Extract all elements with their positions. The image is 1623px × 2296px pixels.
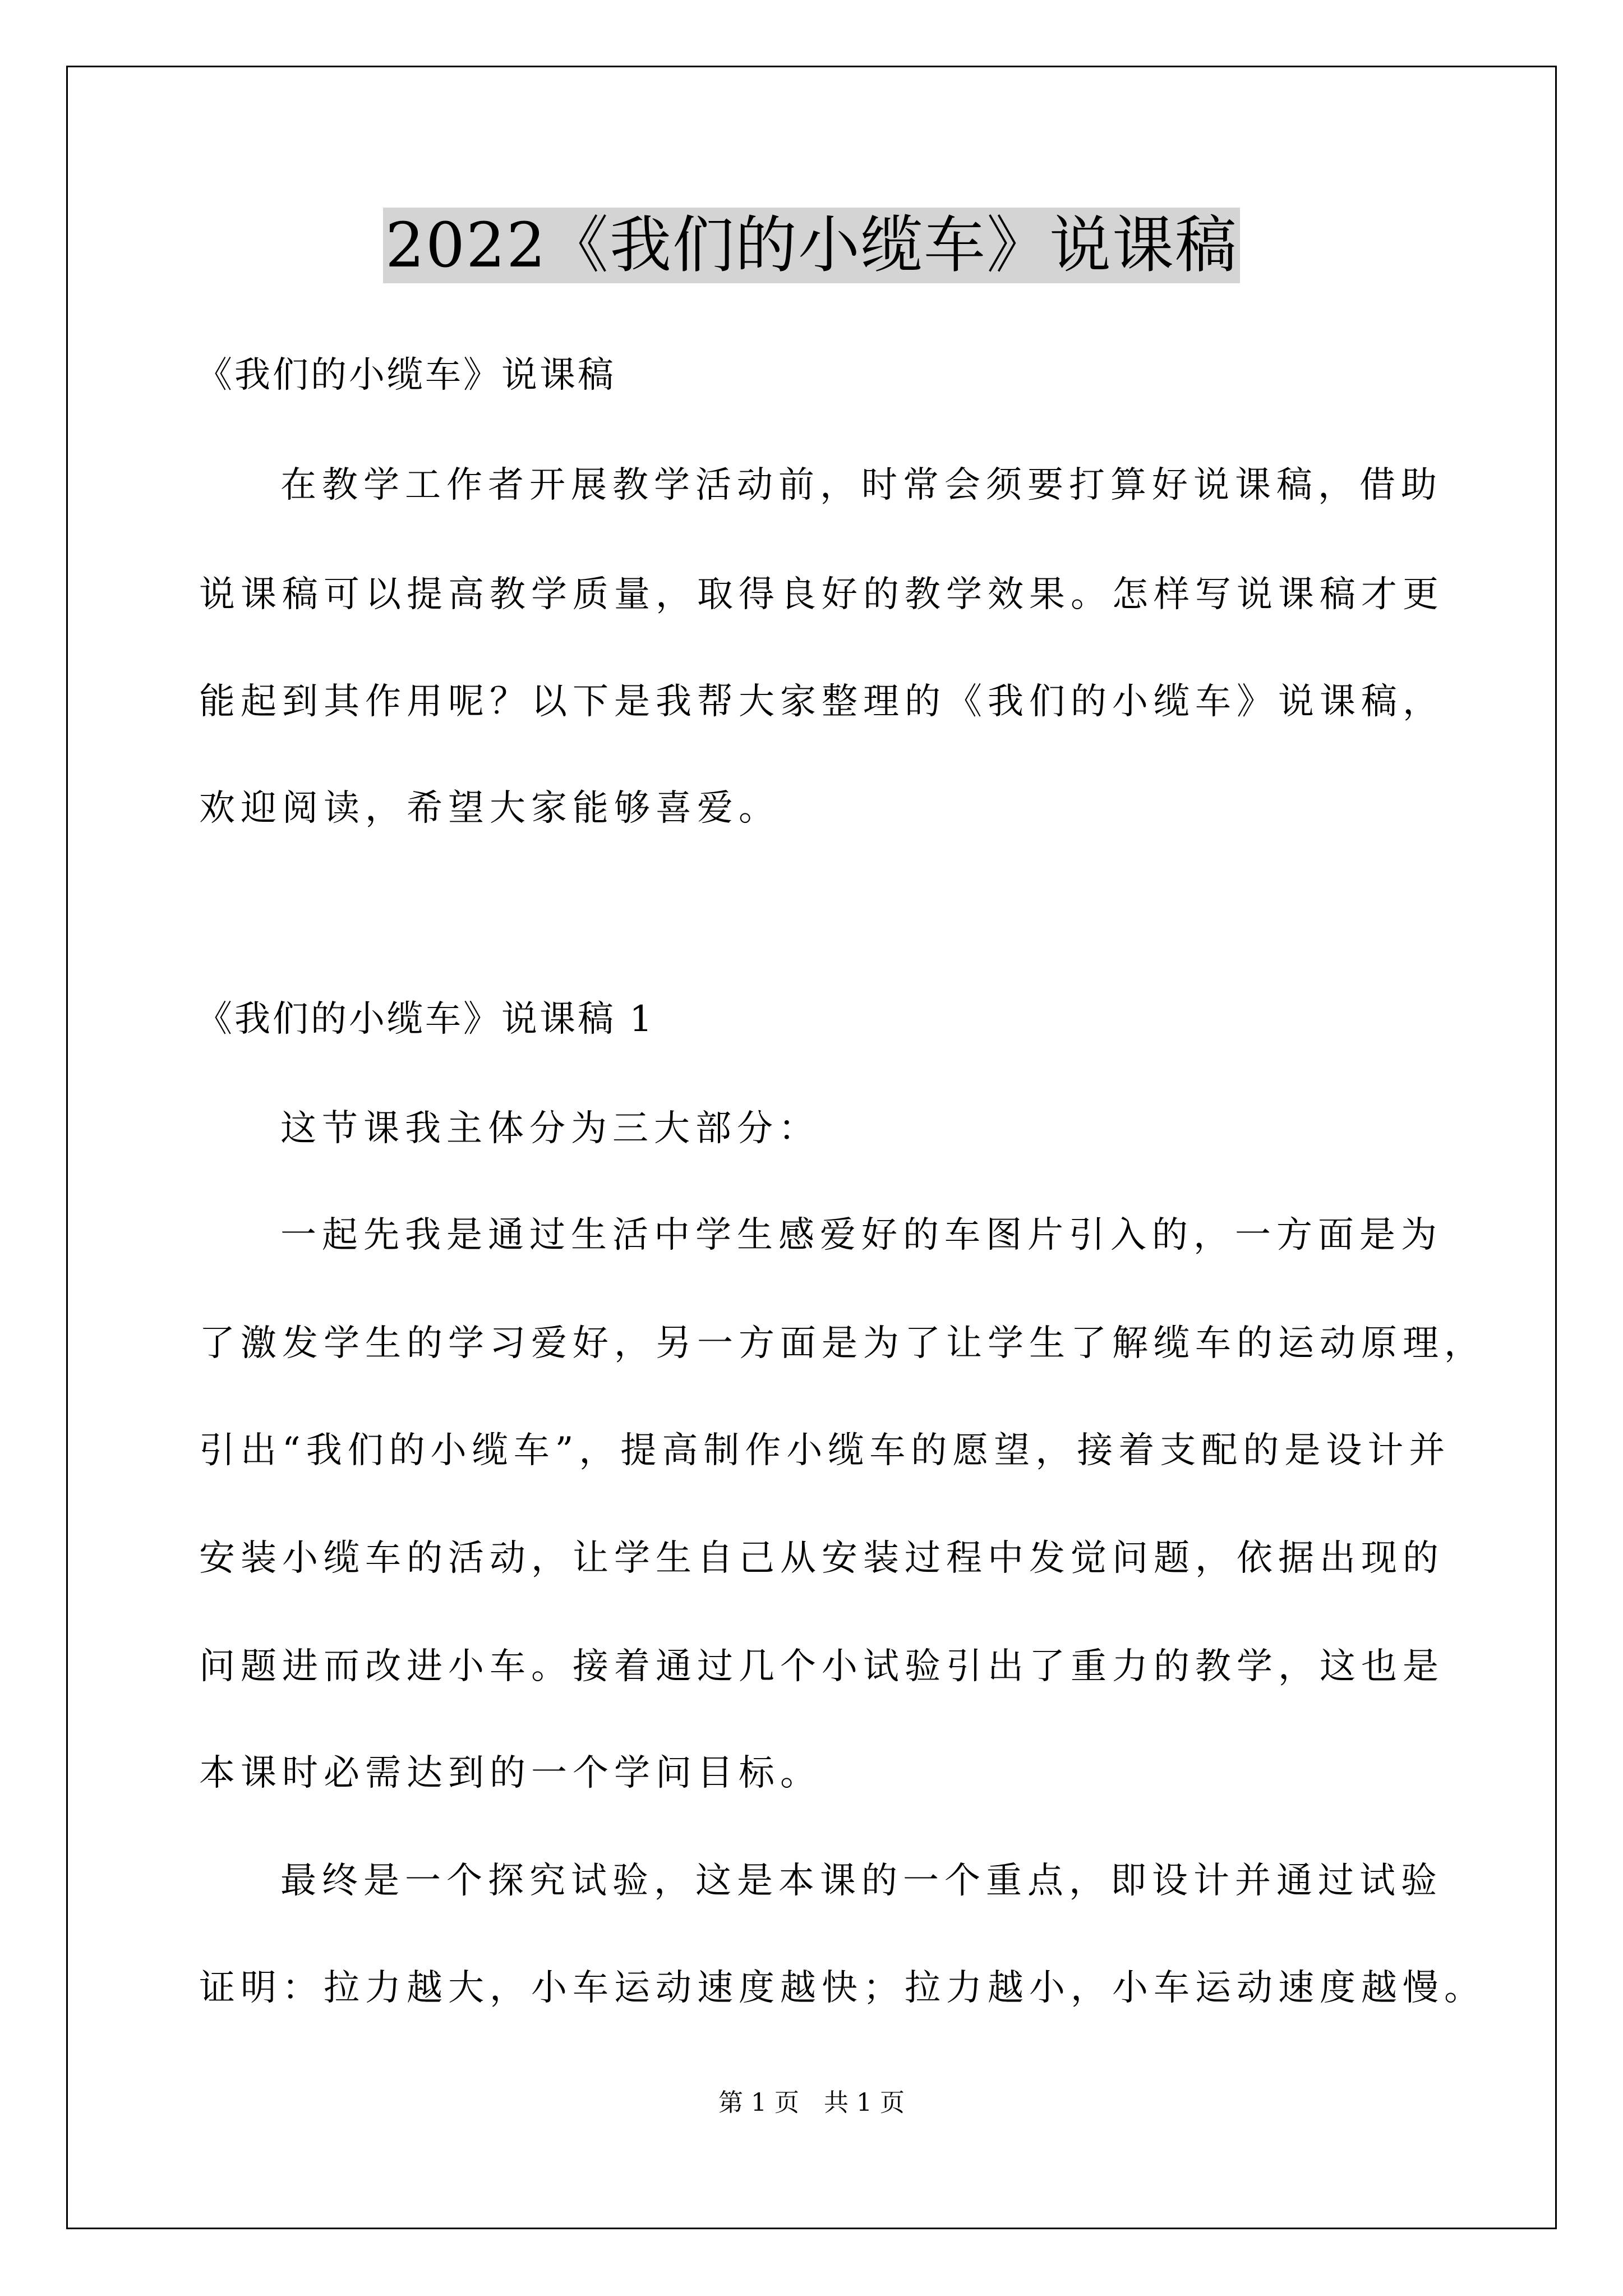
section-p2-line-1: 一起先我是通过生活中学生感爱好的车图片引入的，一方面是为 [280,1214,1442,1256]
title-container [0,208,1623,283]
intro-line-1: 在教学工作者开展教学活动前，时常会须要打算好说课稿，借助 [280,464,1442,506]
intro-line-2: 说课稿可以提高教学质量，取得良好的教学效果。怎样写说课稿才更 [199,574,1444,615]
section-p2-line-5: 问题进而改进小车。接着通过几个小试验引出了重力的教学，这也是 [199,1646,1444,1687]
page-title: 2022《我们的小缆车》说课稿 [383,208,1240,283]
document-subtitle: 《我们的小缆车》说课稿 [196,355,616,396]
page-number-footer: 第 1 页 共 1 页 [718,2088,905,2117]
section-p2-line-3: 引出“我们的小缆车”，提高制作小缆车的愿望，接着支配的是设计并 [199,1430,1451,1471]
section-p2-line-6: 本课时必需达到的一个学问目标。 [199,1752,822,1794]
intro-line-3: 能起到其作用呢？以下是我帮大家整理的《我们的小缆车》说课稿， [199,681,1444,723]
section-p3-line-2: 证明：拉力越大，小车运动速度越快；拉力越小，小车运动速度越慢。 [199,1967,1486,2009]
section-p2-line-2: 了激发学生的学习爱好，另一方面是为了让学生了解缆车的运动原理， [199,1323,1486,1364]
section-p3-line-1: 最终是一个探究试验，这是本课的一个重点，即设计并通过试验 [280,1860,1442,1902]
section-heading: 《我们的小缆车》说课稿 1 [196,999,655,1040]
section-p2-line-4: 安装小缆车的活动，让学生自己从安装过程中发觉问题，依据出现的 [199,1538,1444,1579]
intro-line-4: 欢迎阅读，希望大家能够喜爱。 [199,788,780,829]
section-paragraph-1: 这节课我主体分为三大部分： [280,1108,820,1149]
